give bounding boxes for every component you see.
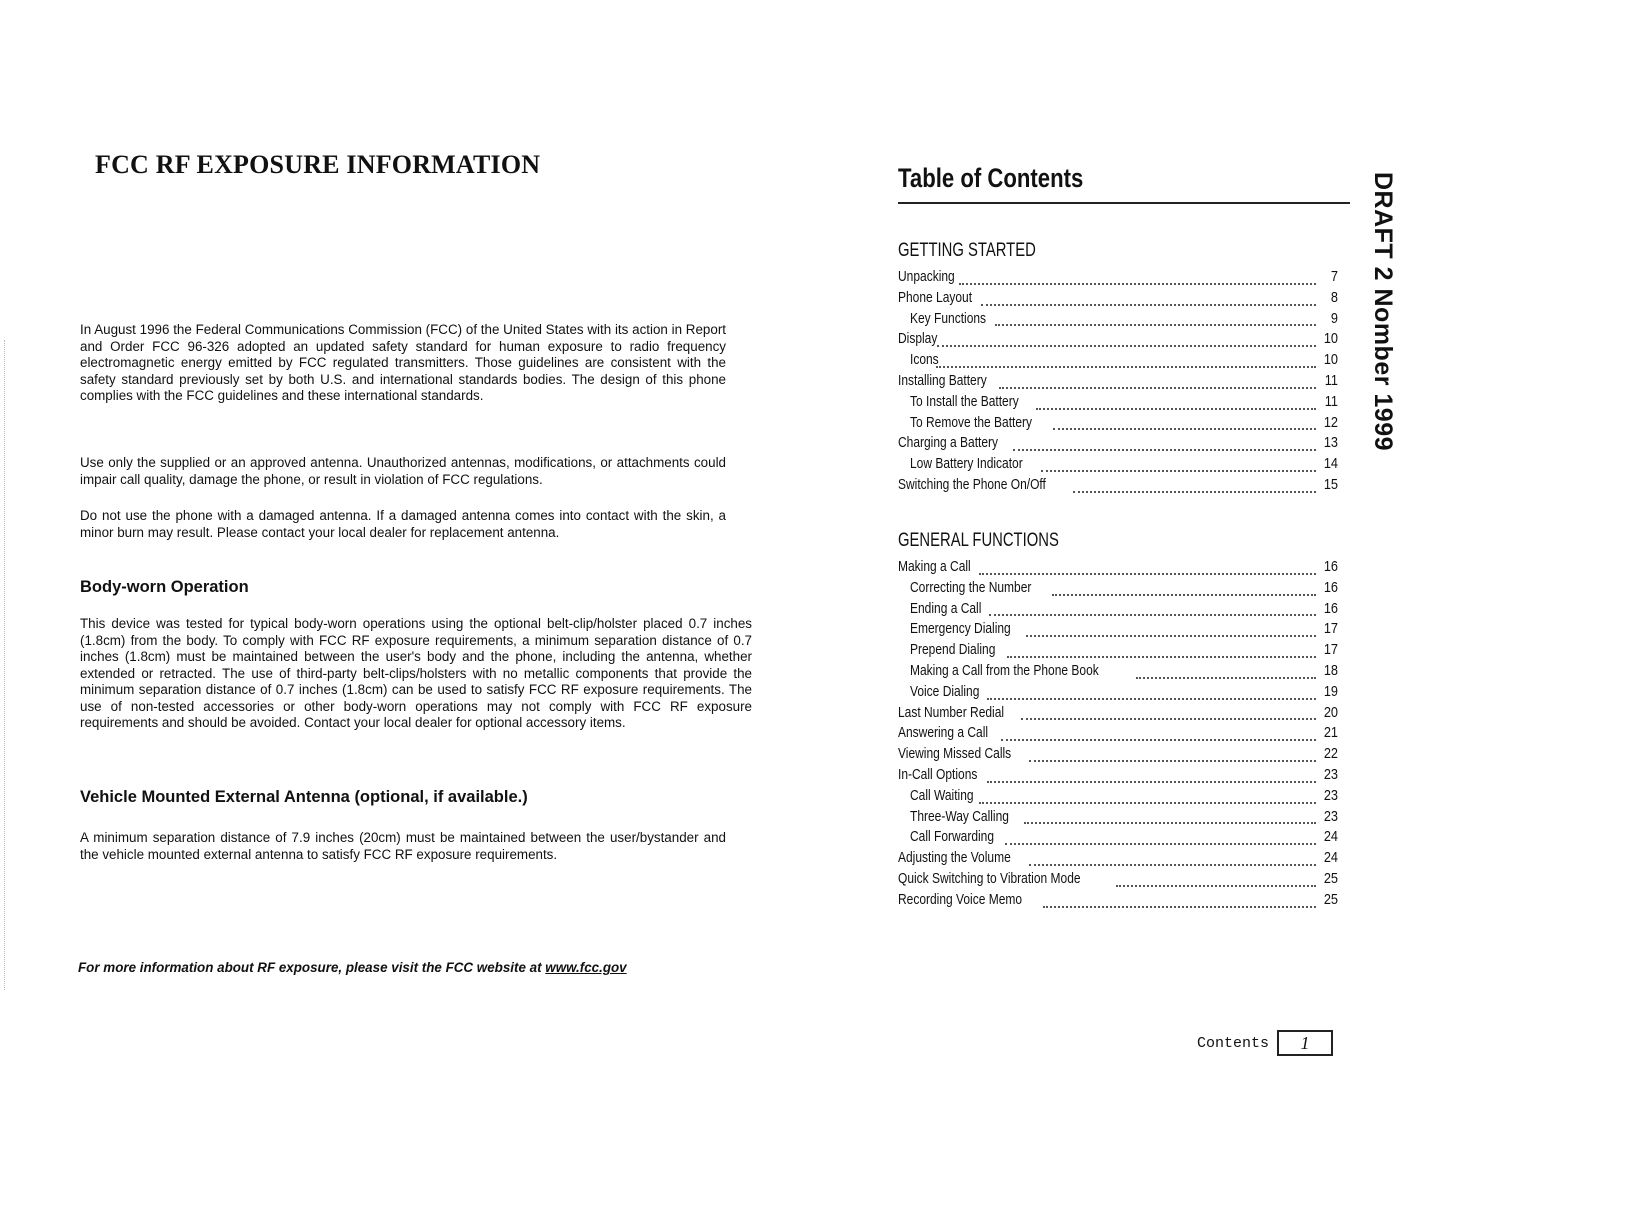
fcc-footnote <box>78 960 627 975</box>
page-footer <box>1197 1030 1333 1056</box>
toc-entry-label: Viewing Missed Calls <box>898 745 1012 763</box>
toc-entry-label: Unpacking <box>898 268 955 285</box>
toc-dot-leader <box>1136 676 1316 679</box>
toc-entry-page: 23 <box>1323 807 1338 825</box>
toc-section-getting-started <box>898 240 1338 497</box>
toc-entry-label: Installing Battery <box>898 371 987 389</box>
toc-title-rule <box>898 202 1350 204</box>
toc-entry-label: Emergency Dialing <box>910 620 1011 638</box>
toc-entry[interactable] <box>898 891 1338 912</box>
toc-dot-leader <box>987 780 1316 783</box>
scan-edge-mark <box>4 340 6 990</box>
toc-entry[interactable] <box>898 683 1338 704</box>
toc-entry[interactable] <box>898 870 1338 891</box>
toc-entry-label: Ending a Call <box>910 599 982 617</box>
toc-entry-page: 22 <box>1323 745 1338 763</box>
vehicle-heading: Vehicle Mounted External Antenna (optional, if available.) <box>80 788 528 806</box>
toc-entry-page: 18 <box>1323 661 1338 679</box>
toc-entry-page: 23 <box>1323 765 1338 783</box>
draft-stamp: DRAFT 2 Nomber 1999 <box>1369 172 1397 452</box>
toc-entry-page: 23 <box>1323 786 1338 804</box>
toc-entry[interactable] <box>898 289 1338 310</box>
toc-entry-page: 11 <box>1324 371 1338 389</box>
toc-entry-label: Prepend Dialing <box>910 641 996 659</box>
body-worn-heading: Body-worn Operation <box>80 578 249 596</box>
toc-dot-leader <box>937 344 1316 347</box>
toc-dot-leader <box>1043 905 1316 908</box>
fcc-title: FCC RF EXPOSURE INFORMATION <box>95 150 541 179</box>
toc-dot-leader <box>1029 863 1316 866</box>
toc-entry-page: 16 <box>1323 558 1338 575</box>
toc-entry-label: Key Functions <box>910 309 987 327</box>
toc-dot-leader <box>981 303 1316 306</box>
toc-entry-page: 10 <box>1323 330 1338 348</box>
toc-dot-leader <box>1026 634 1316 637</box>
toc-dot-leader <box>1041 469 1316 472</box>
damaged-antenna-paragraph: Do not use the phone with a damaged antenna. If a damaged antenna comes into contact with the skin, a minor burn may result. Please contact your local dealer for replacement antenna. <box>80 508 726 540</box>
vehicle-text: A minimum separation distance of 7.9 inches (20cm) must be maintained between the user/bystander and the vehicle mounted external antenna to satisfy FCC RF exposure requirements. <box>80 830 726 862</box>
toc-entry-label: Voice Dialing <box>910 682 980 700</box>
toc-dot-leader <box>1021 717 1316 720</box>
toc-entry-page: 13 <box>1323 434 1338 452</box>
toc-entry[interactable] <box>898 414 1338 435</box>
toc-entry-page: 9 <box>1330 309 1338 327</box>
toc-entry[interactable] <box>898 393 1338 414</box>
toc-dot-leader <box>1052 593 1316 596</box>
toc-entry-page: 17 <box>1323 620 1338 638</box>
toc-entry-page: 11 <box>1324 392 1338 410</box>
toc-entry-label: Recording Voice Memo <box>898 890 1023 908</box>
toc-entry-page: 24 <box>1323 828 1338 846</box>
toc-entry-label: Call Waiting <box>910 786 974 804</box>
toc-list <box>898 268 1338 497</box>
toc-dot-leader <box>979 572 1316 575</box>
toc-entry-label: Phone Layout <box>898 288 973 306</box>
toc-entry-page: 16 <box>1323 578 1338 596</box>
toc-entry-page: 14 <box>1323 455 1338 473</box>
toc-entry[interactable] <box>898 434 1338 455</box>
body-worn-text: This device was tested for typical body-worn operations using the optional belt-clip/holster placed 0.7 inches (1.8cm) from the body. To comply with FCC RF exposure requirements, a minimum separation distance of 0.7 inches (1.8cm) must be maintained between the user's body and the phone, including the antenna, whether extended or retracted. The use of third-party belt-clips/holsters with no metallic components that provide the minimum separation distance of 0.7 inches (1.8cm) can be used to satisfy FCC RF exposure requirements. The use of non-tested accessories or other body-worn operations may not comply with FCC RF exposure requirements and should be avoided. Contact your local dealer for optional accessory items. <box>80 616 752 730</box>
toc-entry-label: To Remove the Battery <box>910 413 1033 431</box>
toc-entry-page: 15 <box>1323 475 1338 493</box>
toc-entry[interactable] <box>898 808 1338 829</box>
toc-dot-leader <box>936 365 1316 368</box>
toc-entry-page: 24 <box>1323 849 1338 867</box>
toc-entry[interactable] <box>898 828 1338 849</box>
toc-entry[interactable] <box>898 579 1338 600</box>
toc-entry[interactable] <box>898 372 1338 393</box>
toc-entry-label: Adjusting the Volume <box>898 849 1011 867</box>
toc-dot-leader <box>1029 759 1316 762</box>
toc-dot-leader <box>1053 427 1316 430</box>
toc-entry[interactable] <box>898 455 1338 476</box>
toc-entry-label: Correcting the Number <box>910 578 1032 596</box>
toc-entry[interactable] <box>898 268 1338 289</box>
toc-entry-page: 16 <box>1323 599 1338 617</box>
toc-entry-label: Quick Switching to Vibration Mode <box>898 869 1081 887</box>
toc-entry[interactable] <box>898 351 1338 372</box>
toc-section-heading: GETTING STARTED <box>898 240 1036 261</box>
toc-entry-label: Low Battery Indicator <box>910 455 1023 473</box>
toc-dot-leader <box>989 613 1316 616</box>
toc-entry-page: 7 <box>1330 268 1338 285</box>
toc-entry-label: Making a Call from the Phone Book <box>910 661 1099 679</box>
toc-section-heading: GENERAL FUNCTIONS <box>898 530 1059 551</box>
right-page <box>820 0 1651 1232</box>
toc-dot-leader <box>987 697 1316 700</box>
toc-dot-leader <box>1024 821 1316 824</box>
intro-paragraph: In August 1996 the Federal Communications Commission (FCC) of the United States with its action in Report and Order FCC 96-326 adopted an updated safety standard for human exposure to radio frequency electromagnetic energy emitted by FCC regulated transmitters. Those guidelines are consistent with the safety standard previously set by both U.S. and international standards bodies. The design of this phone complies with the FCC guidelines and these international standards. <box>80 322 726 403</box>
toc-entry[interactable] <box>898 620 1338 641</box>
toc-entry-label: Icons <box>910 351 939 369</box>
toc-dot-leader <box>1073 490 1316 493</box>
toc-dot-leader <box>959 282 1316 285</box>
toc-entry[interactable] <box>898 787 1338 808</box>
toc-entry[interactable] <box>898 600 1338 621</box>
toc-entry-page: 19 <box>1323 682 1338 700</box>
toc-dot-leader <box>1007 655 1316 658</box>
toc-entry[interactable] <box>898 662 1338 683</box>
toc-entry-page: 12 <box>1323 413 1338 431</box>
toc-entry[interactable] <box>898 704 1338 725</box>
fcc-website-link[interactable]: www.fcc.gov <box>545 960 627 975</box>
toc-entry-page: 21 <box>1323 724 1338 742</box>
toc-entry-label: In-Call Options <box>898 765 978 783</box>
toc-entry-label: To Install the Battery <box>910 392 1019 410</box>
antenna-paragraph: Use only the supplied or an approved antenna. Unauthorized antennas, modifications, or attachments could impair call quality, damage the phone, or result in violation of FCC regulations. <box>80 455 726 487</box>
toc-entry-label: Last Number Redial <box>898 703 1005 721</box>
toc-entry[interactable] <box>898 745 1338 766</box>
toc-dot-leader <box>995 323 1316 326</box>
toc-entry[interactable] <box>898 641 1338 662</box>
toc-entry[interactable] <box>898 476 1338 497</box>
toc-entry-label: Display <box>898 330 938 348</box>
toc-entry[interactable] <box>898 330 1338 351</box>
footnote-text: For more information about RF exposure, please visit the FCC website at <box>78 960 546 975</box>
toc-entry-page: 10 <box>1323 351 1338 369</box>
toc-entry-page: 17 <box>1323 641 1338 659</box>
toc-entry-label: Three-Way Calling <box>910 807 1009 825</box>
toc-dot-leader <box>1005 842 1316 845</box>
toc-entry-page: 8 <box>1330 288 1338 306</box>
page-number-box: 1 <box>1277 1030 1333 1056</box>
toc-entry-label: Making a Call <box>898 558 971 575</box>
toc-dot-leader <box>999 386 1316 389</box>
toc-entry-page: 20 <box>1323 703 1338 721</box>
toc-dot-leader <box>1001 738 1316 741</box>
left-page <box>0 0 820 1232</box>
toc-entry-page: 25 <box>1323 869 1338 887</box>
toc-entry[interactable] <box>898 849 1338 870</box>
toc-entry[interactable] <box>898 766 1338 787</box>
footer-label: Contents <box>1197 1034 1270 1052</box>
toc-entry-label: Call Forwarding <box>910 828 995 846</box>
toc-section-general-functions <box>898 530 1338 912</box>
toc-entry-label: Switching the Phone On/Off <box>898 475 1046 493</box>
toc-entry-label: Charging a Battery <box>898 434 999 452</box>
toc-dot-leader <box>979 801 1316 804</box>
toc-entry[interactable] <box>898 724 1338 745</box>
toc-entry[interactable] <box>898 558 1338 579</box>
toc-dot-leader <box>1116 884 1316 887</box>
toc-dot-leader <box>1013 448 1316 451</box>
toc-list <box>898 558 1338 912</box>
toc-entry-label: Answering a Call <box>898 724 989 742</box>
toc-entry-page: 25 <box>1323 890 1338 908</box>
toc-title: Table of Contents <box>898 163 1084 193</box>
toc-entry[interactable] <box>898 310 1338 331</box>
toc-dot-leader <box>1036 407 1316 410</box>
